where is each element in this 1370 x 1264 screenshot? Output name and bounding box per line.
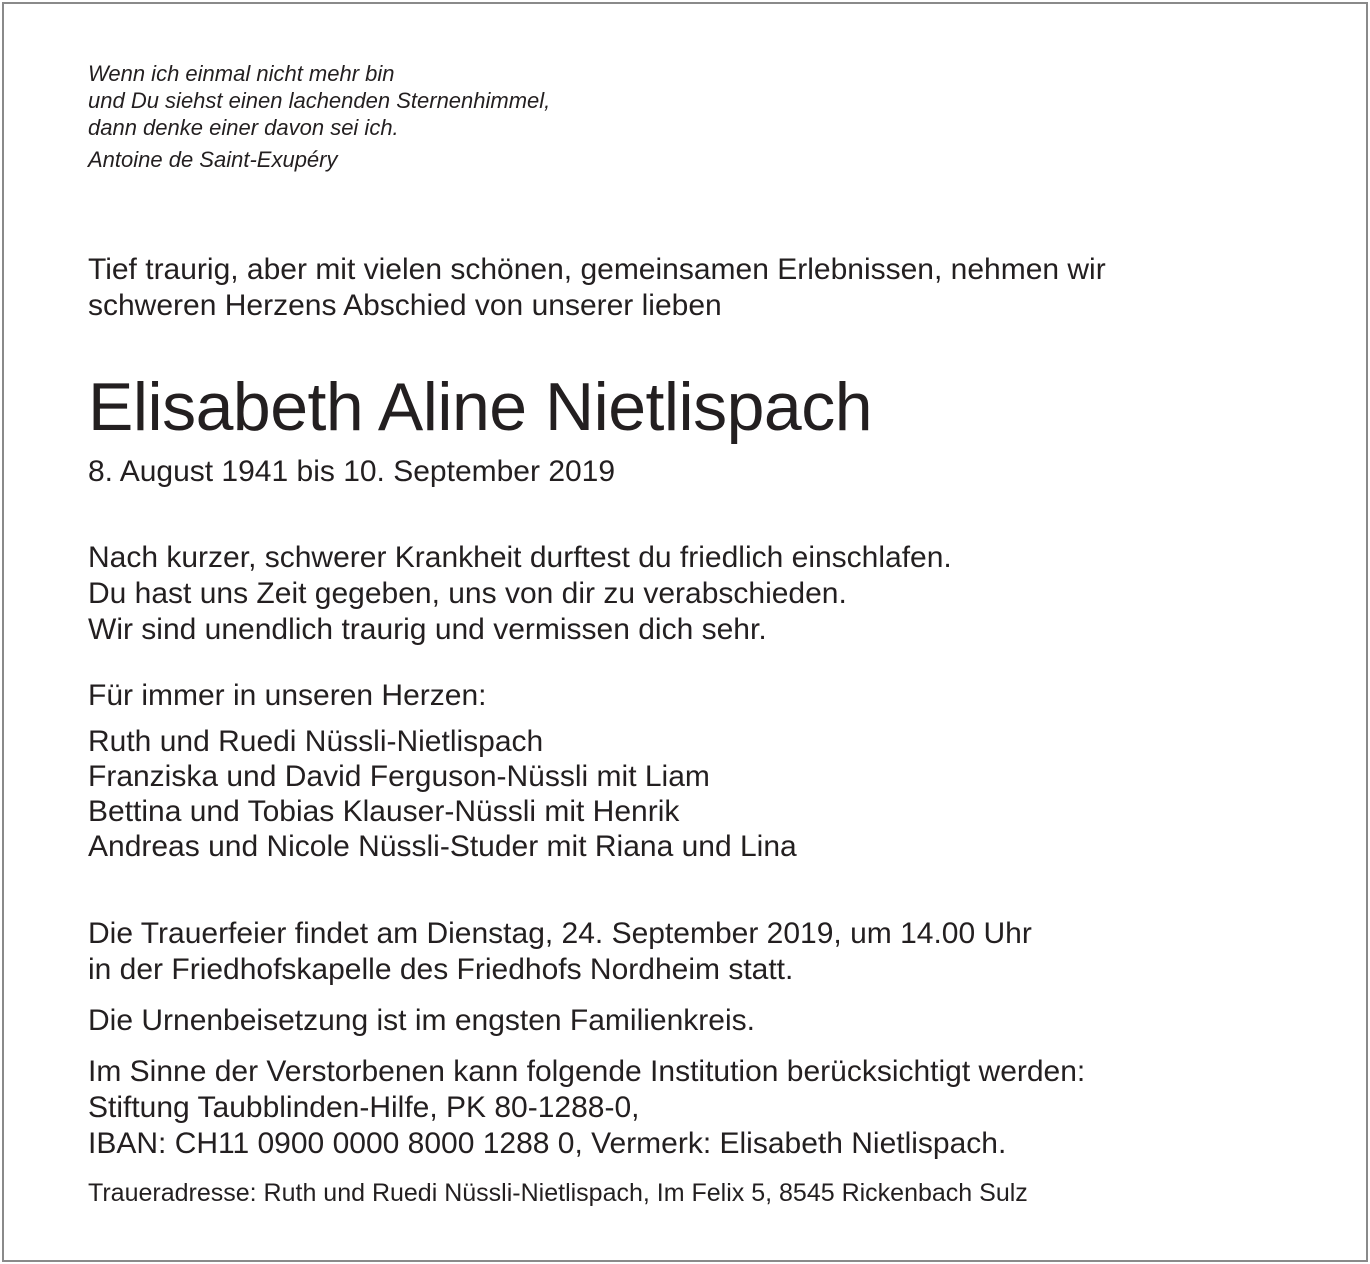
message-line: Nach kurzer, schwerer Krankheit durftest du friedlich einschlafen. xyxy=(88,541,952,574)
intro-line: schweren Herzens Abschied von unserer lieben xyxy=(88,289,722,322)
mourning-address: Traueradresse: Ruth und Ruedi Nüssli-Nietlispach, Im Felix 5, 8545 Rickenbach Sulz xyxy=(88,1179,1028,1207)
ceremony-line: in der Friedhofskapelle des Friedhofs Nordheim statt. xyxy=(88,953,794,986)
farewell-message xyxy=(88,540,952,648)
donation-line: Im Sinne der Verstorbenen kann folgende Institution berücksichtigt werden: xyxy=(88,1055,1086,1088)
intro-line: Tief traurig, aber mit vielen schönen, gemeinsamen Erlebnissen, nehmen wir xyxy=(88,253,1106,286)
family-member: Franziska und David Ferguson-Nüssli mit Liam xyxy=(88,760,710,793)
quote-line: dann denke einer davon sei ich. xyxy=(88,115,399,140)
donation-line: IBAN: CH11 0900 0000 8000 1288 0, Vermerk: Elisabeth Nietlispach. xyxy=(88,1127,1007,1160)
family-heading: Für immer in unseren Herzen: xyxy=(88,679,487,712)
family-member: Andreas und Nicole Nüssli-Studer mit Riana und Lina xyxy=(88,830,797,863)
quote xyxy=(88,60,550,141)
intro-text xyxy=(88,252,1106,324)
quote-line: Wenn ich einmal nicht mehr bin xyxy=(88,61,395,86)
family-member: Ruth und Ruedi Nüssli-Nietlispach xyxy=(88,725,544,758)
family-list xyxy=(88,724,797,864)
message-line: Du hast uns Zeit gegeben, uns von dir zu verabschieden. xyxy=(88,577,847,610)
quote-author: Antoine de Saint-Exupéry xyxy=(88,147,338,172)
ceremony-info xyxy=(88,916,1032,988)
quote-line: und Du siehst einen lachenden Sternenhimmel, xyxy=(88,88,551,113)
deceased-name: Elisabeth Aline Nietlispach xyxy=(88,369,873,445)
donation-info xyxy=(88,1054,1085,1162)
burial-info: Die Urnenbeisetzung ist im engsten Familienkreis. xyxy=(88,1004,755,1037)
family-member: Bettina und Tobias Klauser-Nüssli mit Henrik xyxy=(88,795,680,828)
ceremony-line: Die Trauerfeier findet am Dienstag, 24. September 2019, um 14.00 Uhr xyxy=(88,917,1032,950)
life-dates: 8. August 1941 bis 10. September 2019 xyxy=(88,455,616,488)
message-line: Wir sind unendlich traurig und vermissen dich sehr. xyxy=(88,613,767,646)
donation-line: Stiftung Taubblinden-Hilfe, PK 80-1288-0, xyxy=(88,1091,640,1124)
